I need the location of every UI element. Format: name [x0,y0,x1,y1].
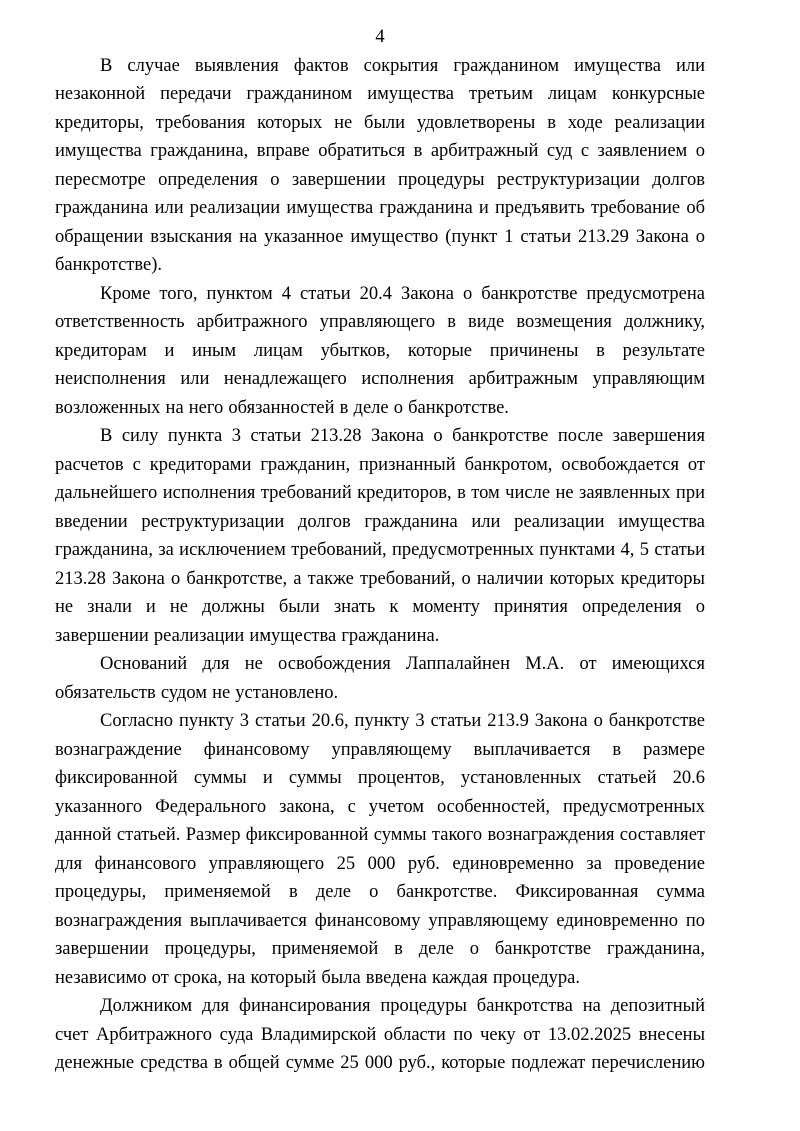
paragraph: Кроме того, пунктом 4 статьи 20.4 Закона о банкротстве предусмотрена ответственность арбитражного управляющего в виде возмещения должнику, кредиторам и иным лицам убытков, которые причинены в результате неисполнения или ненадлежащего исполнения арбитражным управляющим возложенных на него обязанностей в деле о банкротстве. [55,283,705,418]
paragraph: В случае выявления фактов сокрытия гражданином имущества или незаконной передачи гражданином имущества третьим лицам конкурсные кредиторы, требования которых не были удовлетворены в ходе реализации имущества гражданина, вправе обратиться в арбитражный суд с заявлением о пересмотре определения о завершении процедуры реструктуризации долгов гражданина или реализации имущества гражданина и предъявить требование об обращении взыскания на указанное имущество (пункт 1 статьи 213.29 Закона о банкротстве). [55,55,705,275]
document-body [55,52,705,1078]
paragraph: Должником для финансирования процедуры банкротства на депозитный счет Арбитражного суда Владимирской области по чеку от 13.02.2025 внесены денежные средства в общей сумме 25 000 руб., которые подлежат перечислению [55,996,705,1073]
page-number: 4 [375,27,385,47]
paragraph: Оснований для не освобождения Лаппалайнен М.А. от имеющихся обязательств судом не установлено. [55,654,705,703]
paragraph: Согласно пункту 3 статьи 20.6, пункту 3 статьи 213.9 Закона о банкротстве вознаграждение финансовому управляющему выплачивается в размере фиксированной суммы и суммы процентов, установленных статьей 20.6 указанного Федерального закона, с учетом особенностей, предусмотренных данной статьей. Размер фиксированной суммы такого вознаграждения составляет для финансового управляющего 25 000 руб. единовременно за проведение процедуры, применяемой в деле о банкротстве. Фиксированная сумма вознаграждения выплачивается финансовому управляющему единовременно по завершении процедуры, применяемой в деле о банкротстве гражданина, независимо от срока, на который была введена каждая процедура. [55,711,705,988]
paragraph: В силу пункта 3 статьи 213.28 Закона о банкротстве после завершения расчетов с кредиторами гражданин, признанный банкротом, освобождается от дальнейшего исполнения требований кредиторов, в том числе не заявленных при введении реструктуризации долгов гражданина или реализации имущества гражданина, за исключением требований, предусмотренных пунктами 4, 5 статьи 213.28 Закона о банкротстве, а также требований, о наличии которых кредиторы не знали и не должны были знать к моменту принятия определения о завершении реализации имущества гражданина. [55,426,705,646]
